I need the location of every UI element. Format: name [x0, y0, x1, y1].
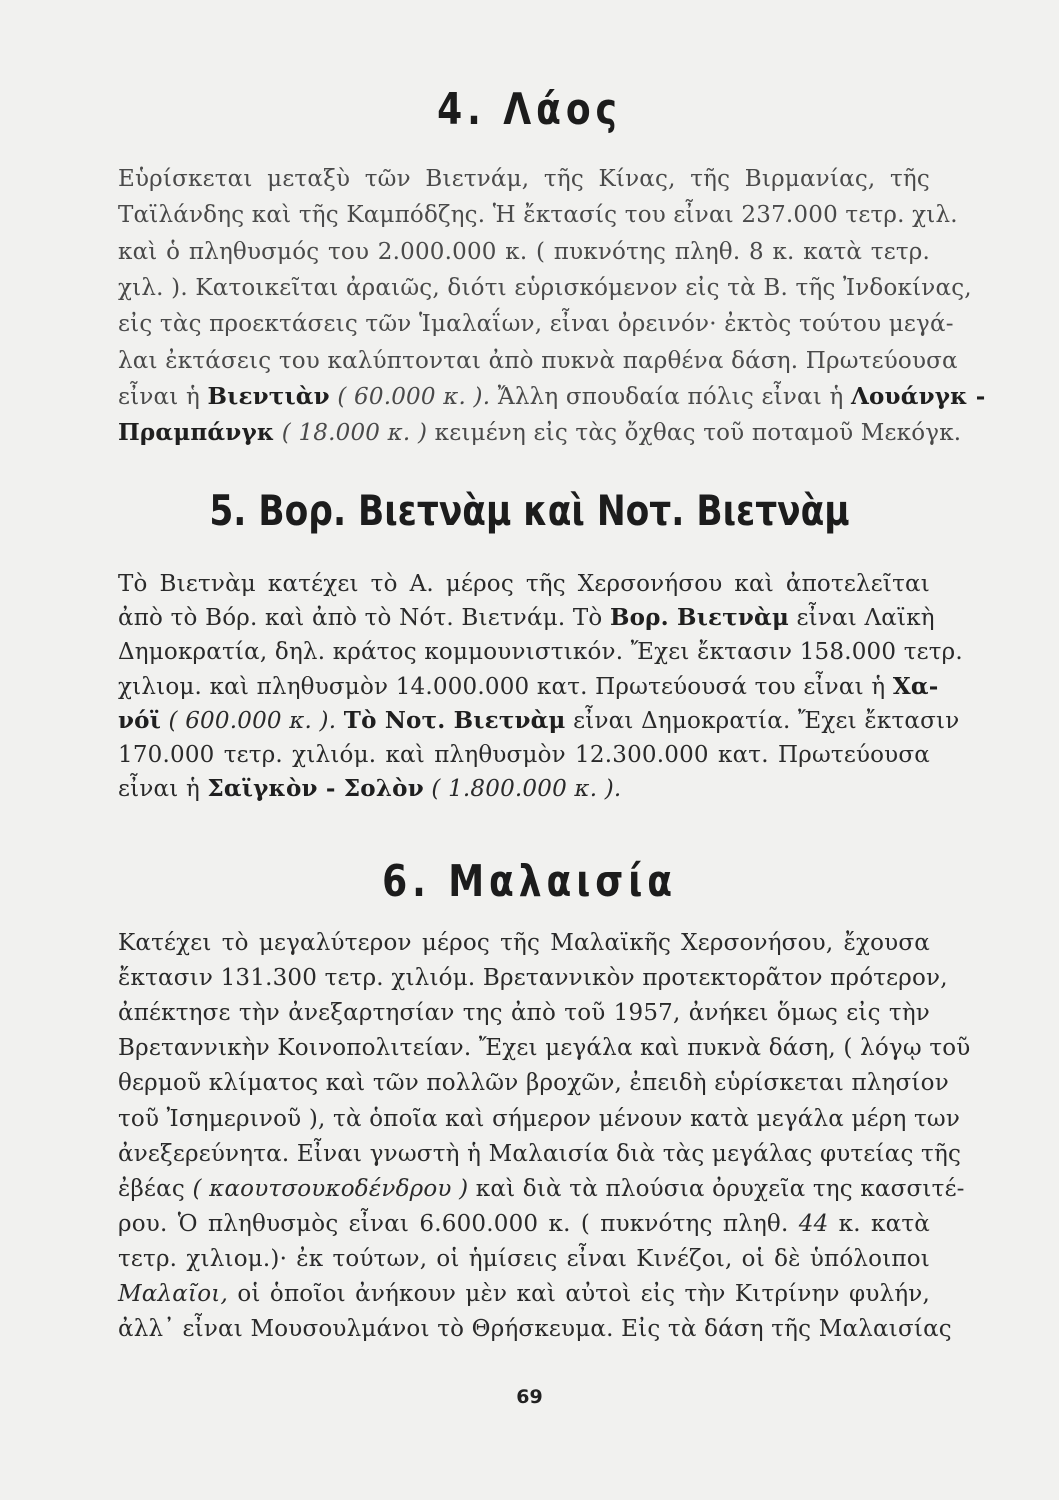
text-line: [118, 273, 972, 303]
text-span: ἐβέας: [118, 1175, 193, 1202]
bold-text: Σαϊγκὸν - Σολὸν: [207, 775, 424, 803]
text-line: [118, 774, 930, 804]
text-span: Τὸ Βιετνὰμ κατέχει τὸ Α. μέρος τῆς Χερσονήσου καὶ ἀποτελεῖται: [118, 571, 930, 597]
bold-text: Τὸ Νοτ. Βιετνὰμ: [343, 706, 566, 734]
text-span: λαι ἐκτάσεις του καλύπτονται ἀπὸ πυκνὰ παρθένα δάση. Πρωτεύουσα: [118, 347, 958, 374]
text-line: [118, 637, 963, 667]
text-span: χιλιομ. καὶ πληθυσμὸν 14.000.000 κατ. Πρωτεύουσά του εἶναι ἡ: [118, 673, 893, 700]
italic-text: ( 600.000 κ. ).: [161, 707, 344, 734]
text-span: κ. κατὰ: [828, 1210, 930, 1237]
bold-text: νόϊ: [118, 706, 162, 734]
text-span: τετρ. χιλιομ.)· ἐκ τούτων, οἱ ἡμίσεις εἶναι Κινέζοι, οἱ δὲ ὑπόλοιποι: [118, 1245, 930, 1272]
text-line: [118, 569, 930, 599]
text-span: εἶναι Δημοκρατία. Ἔχει ἔκτασιν: [565, 707, 960, 734]
text-line: [118, 603, 935, 633]
text-line: [118, 672, 939, 702]
text-span: Εὑρίσκεται μεταξὺ τῶν Βιετνάμ, τῆς Κίνας, τῆς Βιρμανίας, τῆς: [118, 166, 930, 192]
text-line: [118, 1279, 930, 1309]
text-span: Δημοκρατία, δηλ. κράτος κομμουνιστικόν. Ἔχει ἔκτασιν 158.000 τετρ.: [118, 639, 963, 666]
text-line: [118, 1174, 965, 1204]
text-line: [118, 164, 930, 194]
text-span: ἀπὸ τὸ Βόρ. καὶ ἀπὸ τὸ Νότ. Βιετνάμ. Τὸ: [118, 605, 610, 632]
text-line: [118, 1314, 952, 1344]
text-line: [118, 928, 930, 958]
text-line: [118, 706, 960, 736]
text-span: τοῦ Ἰσημερινοῦ ), τὰ ὁποῖα καὶ σήμερον μένουν κατὰ μεγάλα μέρη των: [118, 1105, 961, 1132]
italic-text: ( καουτσουκοδένδρου ): [192, 1175, 469, 1202]
bold-text: Λουάνγκ -: [850, 382, 986, 410]
text-line: [118, 237, 930, 267]
text-span: χιλ. ). Κατοικεῖται ἀραιῶς, διότι εὑρισκόμενον εἰς τὰ Β. τῆς Ἰνδοκίνας,: [118, 274, 972, 301]
text-line: [118, 1209, 930, 1239]
text-span: εἰς τὰς προεκτάσεις τῶν Ἱμαλαΐων, εἶναι ὀρεινόν· ἐκτὸς τούτου μεγά-: [118, 311, 954, 338]
italic-text: ( 60.000 κ. ).: [329, 383, 498, 410]
italic-text: Μαλαῖοι,: [118, 1281, 228, 1307]
section-title-vietnam: 5. Βορ. Βιετνὰμ καὶ Νοτ. Βιετνὰμ: [209, 486, 850, 535]
text-line: [118, 1068, 949, 1098]
bold-text: Πραμπάνγκ: [118, 419, 275, 447]
text-span: εἶναι ἡ: [118, 383, 208, 410]
text-span: καὶ διὰ τὰ πλούσια ὀρυχεῖα της κασσιτέ-: [468, 1175, 965, 1202]
text-span: καὶ ὁ πληθυσμός του 2.000.000 κ. ( πυκνότης πληθ. 8 κ. κατὰ τετρ.: [118, 238, 930, 265]
section-title-malaysia: 6. Μαλαισία: [382, 856, 677, 907]
text-line: [118, 998, 930, 1028]
text-span: θερμοῦ κλίματος καὶ τῶν πολλῶν βροχῶν, ἐπειδὴ εὑρίσκεται πλησίον: [118, 1070, 949, 1097]
text-line: [118, 740, 930, 770]
text-span: ἀνεξερεύνητα. Εἶναι γνωστὴ ἡ Μαλαισία διὰ τὰς μεγάλας φυτείας τῆς: [118, 1140, 962, 1167]
text-span: Ταϊλάνδης καὶ τῆς Καμπόδζης. Ἡ ἔκτασίς του εἶναι 237.000 τετρ. χιλ.: [118, 202, 958, 229]
italic-text: 44: [798, 1210, 829, 1237]
text-line: [118, 200, 958, 230]
text-line: [118, 1244, 930, 1274]
bold-text: Βορ. Βιετνὰμ: [609, 604, 789, 632]
bold-text: Βιεντιὰν: [207, 382, 330, 410]
text-span: Βρεταννικὴν Κοινοπολιτείαν. Ἔχει μεγάλα καὶ πυκνὰ δάση, ( λόγῳ τοῦ: [118, 1035, 971, 1062]
text-line: [118, 382, 986, 412]
page-number: 69: [516, 1386, 543, 1408]
text-span: Κατέχει τὸ μεγαλύτερον μέρος τῆς Μαλαϊκῆς Χερσονήσου, ἔχουσα: [118, 930, 930, 956]
text-line: [118, 1104, 961, 1134]
text-span: οἱ ὁποῖοι ἀνήκουν μὲν καὶ αὐτοὶ εἰς τὴν Κιτρίνην φυλήν,: [228, 1281, 930, 1307]
text-span: ρου. Ὁ πληθυσμὸς εἶναι 6.600.000 κ. ( πυκνότης πληθ.: [118, 1210, 799, 1237]
text-line: [118, 963, 948, 993]
text-span: Ἄλλη σπουδαία πόλις εἶναι ἡ: [497, 383, 851, 410]
text-span: εἶναι Λαϊκὴ: [788, 605, 935, 632]
text-span: ἀλλ᾽ εἶναι Μουσουλμάνοι τὸ Θρήσκευμα. Εἰς τὰ δάση τῆς Μαλαισίας: [118, 1316, 952, 1343]
text-span: ἀπέκτησε τὴν ἀνεξαρτησίαν της ἀπὸ τοῦ 1957, ἀνήκει ὅμως εἰς τὴν: [118, 1000, 930, 1027]
section-title-laos: 4. Λάος: [437, 84, 622, 135]
text-line: [118, 1033, 971, 1063]
text-span: κειμένη εἰς τὰς ὄχθας τοῦ ποταμοῦ Μεκόγκ.: [434, 420, 962, 447]
italic-text: ( 18.000 κ. ): [274, 420, 435, 447]
bold-text: Χα-: [892, 672, 939, 700]
text-line: [118, 1139, 962, 1169]
text-line: [118, 309, 954, 339]
text-line: [118, 418, 962, 448]
text-span: 170.000 τετρ. χιλιόμ. καὶ πληθυσμὸν 12.300.000 κατ. Πρωτεύουσα: [118, 742, 930, 768]
text-span: ἔκτασιν 131.300 τετρ. χιλιόμ. Βρεταννικὸν προτεκτορᾶτον πρότερον,: [118, 965, 948, 992]
text-line: [118, 346, 958, 376]
italic-text: ( 1.800.000 κ. ).: [423, 776, 622, 803]
text-span: εἶναι ἡ: [118, 776, 208, 803]
